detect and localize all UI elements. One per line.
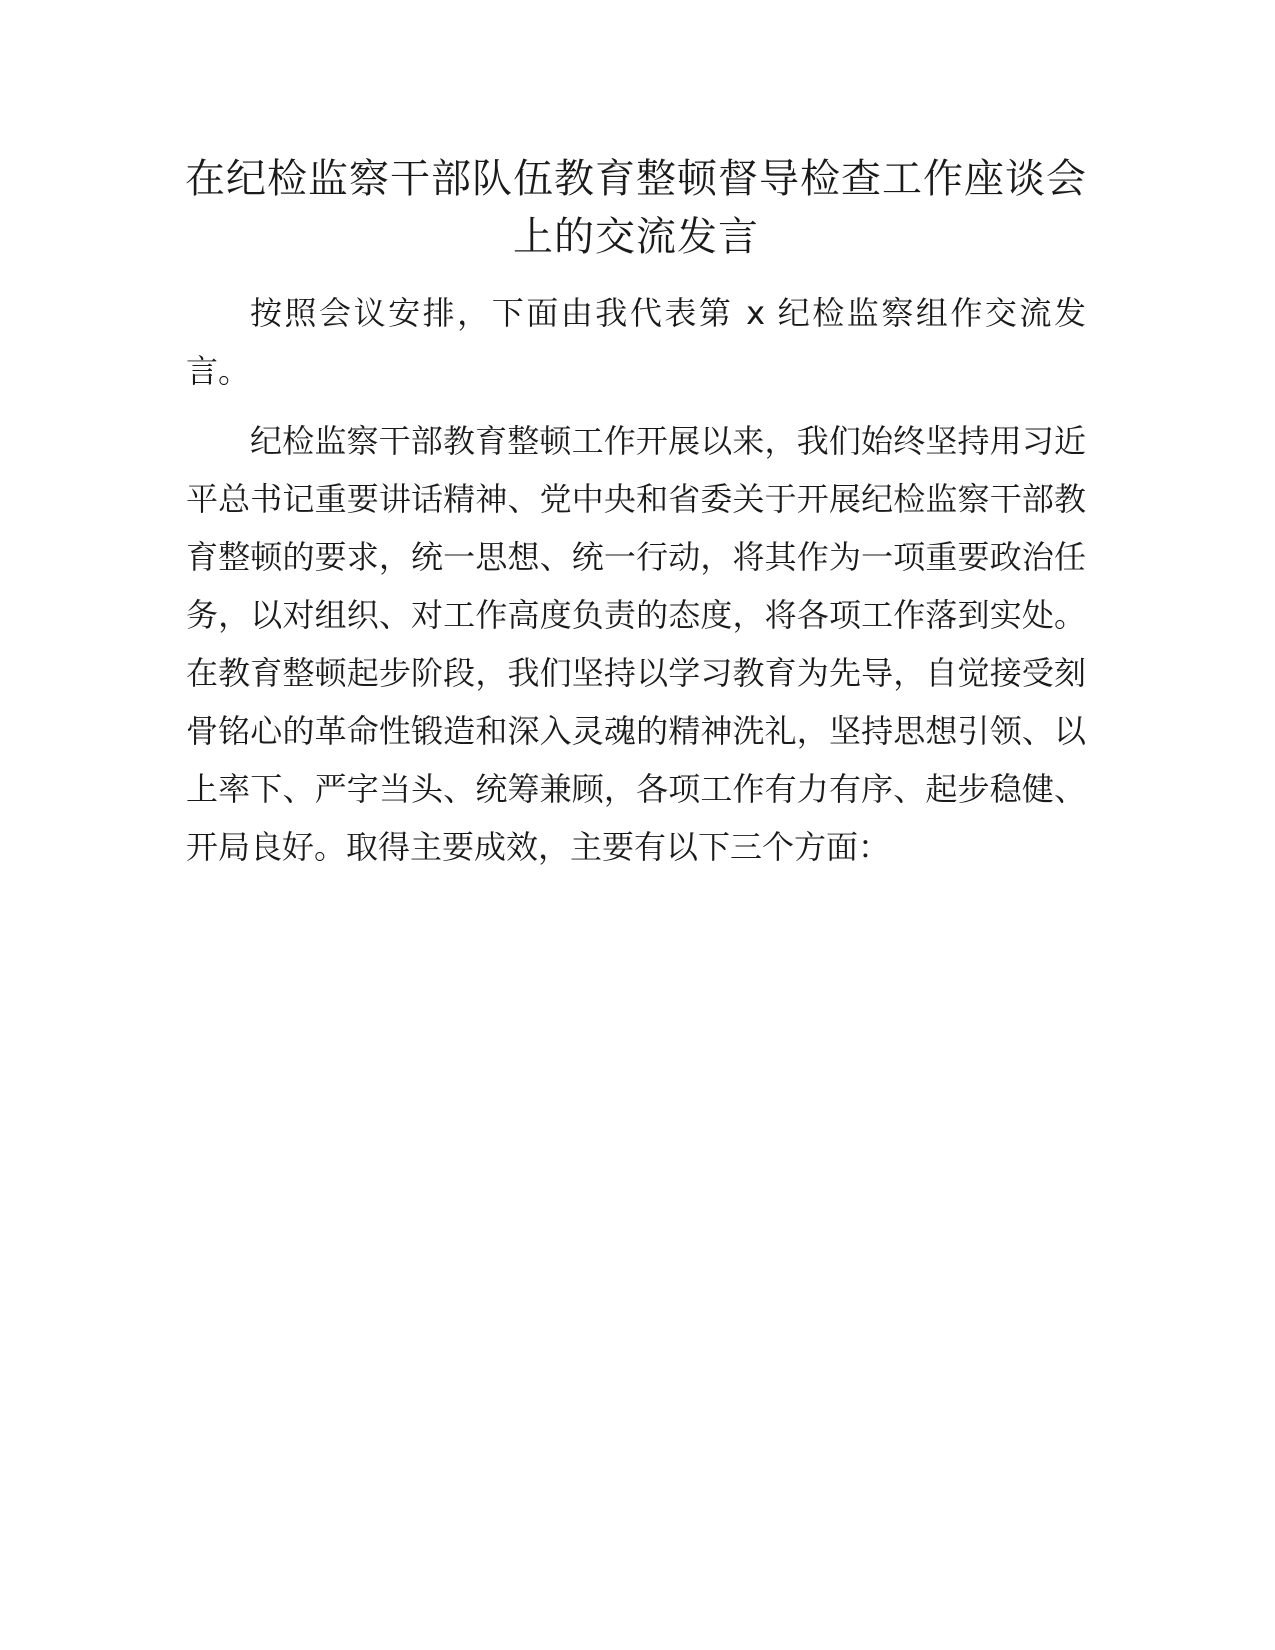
document-body	[186, 284, 1086, 888]
document-title: 在纪检监察干部队伍教育整顿督导检查工作座谈会上的交流发言	[185, 156, 1087, 260]
paragraph-intro: 按照会议安排，下面由我代表第 x 纪检监察组作交流发言。	[186, 294, 1086, 390]
paragraph-main: 纪检监察干部教育整顿工作开展以来，我们始终坚持用习近平总书记重要讲话精神、党中央和省委关于开展纪检监察干部教育整顿的要求，统一思想、统一行动，将其作为一项重要政治任务，以对组织、对工作高度负责的态度，将各项工作落到实处。在教育整顿起步阶段，我们坚持以学习教育为先导，自觉接受刻骨铭心的革命性锻造和深入灵魂的精神洗礼，坚持思想引领、以上率下、严字当头、统筹兼顾，各项工作有力有序、起步稳健、开局良好。取得主要成效，主要有以下三个方面：	[186, 422, 1086, 866]
